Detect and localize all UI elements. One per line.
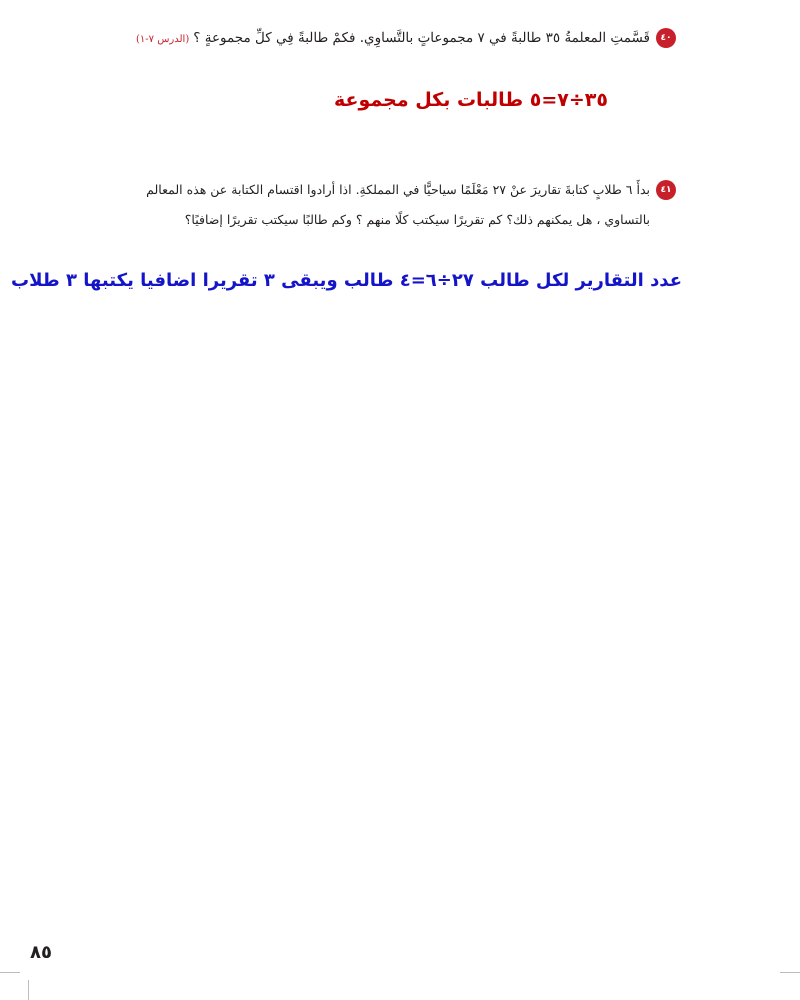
question-number: ٤١ xyxy=(660,185,672,195)
question-40-text xyxy=(136,30,650,46)
crop-mark xyxy=(780,972,800,973)
crop-mark xyxy=(0,972,20,973)
lesson-reference: (الدرس ٧-١) xyxy=(136,34,190,45)
question-line-1: بدأَ ٦ طلابٍ كتابةَ تقاريرَ عنْ ٢٧ مَعْلَمًا سياحيًّا في المملكةِ. اذا أرادوا اقتسام الكتابة عن هذه المعالم xyxy=(146,182,650,197)
page-number: ٨٥ xyxy=(30,942,52,963)
question-line-2: بالتساوي ، هل يمكنهم ذلك؟ كم تقريرًا سيكتب كلًا منهم ؟ وكم طالبًا سيكتب تقريرًا إضافيًا؟ xyxy=(184,212,650,227)
answer-41: عدد التقارير لكل طالب ٢٧÷٦=٤ طالب ويبقى ٣ تقريرا اضافيا يكتبها ٣ طلاب xyxy=(11,270,682,291)
question-number-badge xyxy=(656,180,676,200)
question-text: قَسَّمتِ المعلمةُ ٣٥ طالبةً في ٧ مجموعاتٍ بالتَّساوِي. فكمْ طالبةً فِي كلِّ مجموعةٍ ؟ xyxy=(193,30,650,46)
crop-mark xyxy=(28,980,29,1000)
question-number: ٤٠ xyxy=(660,33,672,43)
question-41-text xyxy=(70,182,650,227)
answer-40: ٣٥÷٧=٥ طالبات بكل مجموعة xyxy=(333,89,608,111)
question-number-badge xyxy=(656,28,676,48)
